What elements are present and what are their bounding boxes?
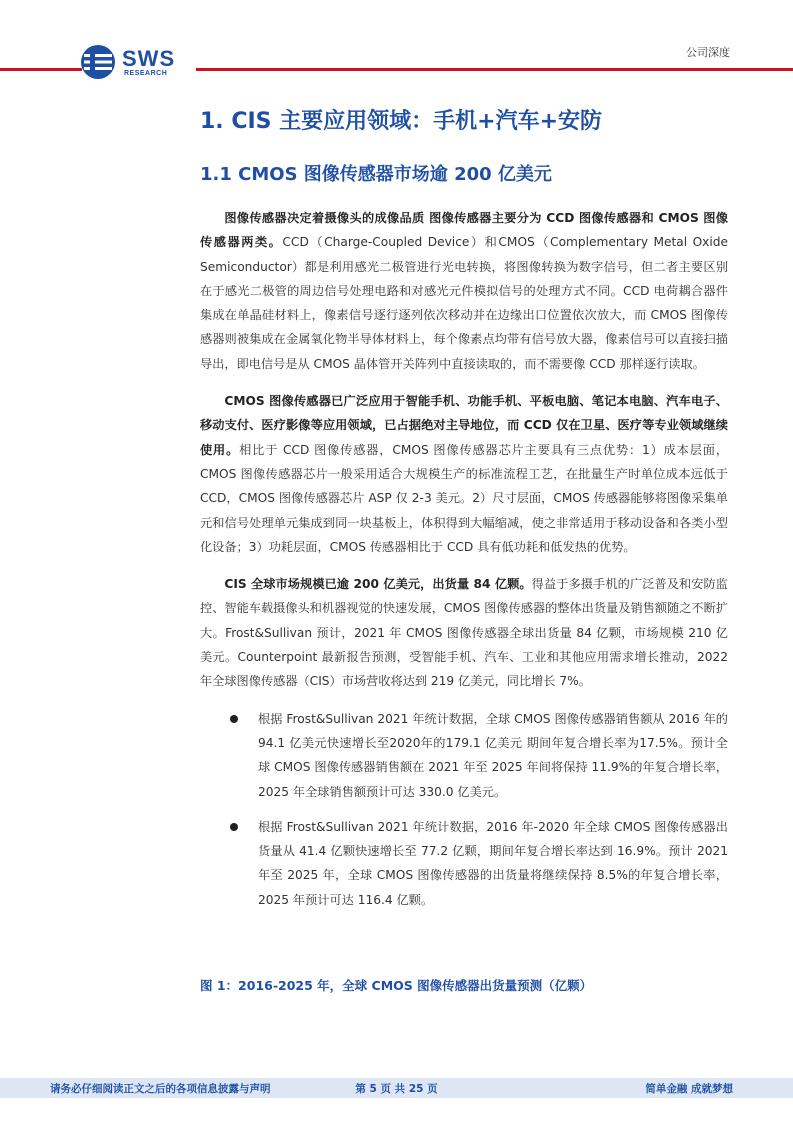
bullet-2-text: 根据 Frost&Sullivan 2021 年统计数据，2016 年-2020 年全球 CMOS 图像传感器出货量从 41.4 亿颗快速增长至 77.2 亿颗，期间年复合增长率达到 16.9%。预计 2021 年至 2025 年，全球 CMOS 图像传感器的出货量将继续保持 8.5%的年复合增长率，2025 年预计可达 116.4 亿颗。 (258, 819, 728, 907)
body-text (200, 206, 728, 923)
footer-disclaimer: 请务必仔细阅读正文之后的各项信息披露与声明 (50, 1083, 271, 1095)
page-header (0, 0, 793, 90)
bullet-dot-icon (230, 715, 238, 723)
bullet-1-text: 根据 Frost&Sullivan 2021 年统计数据，全球 CMOS 图像传感器销售额从 2016 年的94.1 亿美元快速增长至2020年的179.1 亿美元 期间年复合增长率为17.5%。预计全球 CMOS 图像传感器销售额在 2021 年至 2025 年间将保持 11.9%的年复合增长率，2025 年全球销售额预计可达 330.0 亿美元。 (258, 711, 728, 799)
subsection-heading: 1.1 CMOS 图像传感器市场逾 200 亿美元 (200, 164, 552, 185)
paragraph-2 (200, 389, 728, 559)
paragraph-2-lead: CMOS 图像传感器已广泛应用于智能手机、功能手机、平板电脑、笔记本电脑、汽车电子、移动支付、医疗影像等应用领域，已占据绝对主导地位，而 CCD 仅在卫星、医疗等专业领域继续使用。 (200, 394, 728, 457)
bullet-item-2 (200, 815, 728, 912)
header-divider-left (0, 68, 82, 71)
footer-slogan: 简单金融 成就梦想 (645, 1083, 733, 1095)
sws-logo-icon (80, 44, 116, 80)
sws-logo (80, 44, 190, 84)
paragraph-3 (200, 572, 728, 693)
paragraph-1-text: CCD（Charge-Coupled Device）和CMOS（Complementary Metal Oxide Semiconductor）都是利用感光二极管进行光电转换，将图像转换为数字信号，但二者主要区别在于感光二极管的周边信号处理电路和对感光元件模拟信号的处理方式不同。CCD 电荷耦合器件集成在单晶硅材料上，像素信号逐行逐列依次移动并在边缘出口位置依次放大，而 CMOS 图像传感器则被集成在金属氧化物半导体材料上，每个像素点均带有信号放大器，像素信号可以直接扫描导出，即电信号是从 CMOS 晶体管开关阵列中直接读取的，而不需要像 CCD 那样逐行读取。 (200, 235, 728, 371)
bullet-list (200, 707, 728, 912)
bullet-dot-icon (230, 823, 238, 831)
figure-title: 图 1：2016-2025 年，全球 CMOS 图像传感器出货量预测（亿颗） (200, 978, 593, 993)
logo-subtext: RESEARCH (124, 70, 168, 77)
paragraph-3-text: 得益于多摄手机的广泛普及和安防监控、智能车载摄像头和机器视觉的快速发展，CMOS 图像传感器的整体出货量及销售额随之不断扩大。Frost&Sullivan 预计，2021 年 CMOS 图像传感器全球出货量 84 亿颗，市场规模 210 亿美元。Counterpoint 最新报告预测，受智能手机、汽车、工业和其他应用需求增长推动，2022 年全球图像传感器（CIS）市场营收将达到 219 亿美元，同比增长 7%。 (200, 577, 728, 689)
footer-page-number: 第 5 页 共 25 页 (355, 1083, 438, 1095)
paragraph-1 (200, 206, 728, 376)
paragraph-2-text: 相比于 CCD 图像传感器，CMOS 图像传感器芯片主要具有三点优势：1）成本层面，CMOS 图像传感器芯片一般采用适合大规模生产的标准流程工艺，在批量生产时单位成本远低于 CCD，CMOS 图像传感器芯片 ASP 仅 2-3 美元。2）尺寸层面，CMOS 传感器能够将图像采集单元和信号处理单元集成到同一块基板上，体积得到大幅缩减，使之非常适用于移动设备和各类小型化设备；3）功耗层面，CMOS 传感器相比于 CCD 具有低功耗和低发热的优势。 (200, 442, 729, 554)
paragraph-3-lead: CIS 全球市场规模已逾 200 亿美元，出货量 84 亿颗。 (224, 577, 532, 592)
header-divider-right (196, 68, 793, 71)
header-divider (0, 68, 793, 71)
section-heading: 1. CIS 主要应用领域：手机+汽车+安防 (200, 109, 603, 134)
report-type-label: 公司深度 (686, 46, 730, 59)
bullet-item-1 (200, 707, 728, 804)
page-footer (0, 1078, 793, 1098)
logo-text: SWS (122, 46, 176, 71)
paragraph-1-lead: 图像传感器决定着摄像头的成像品质 图像传感器主要分为 CCD 图像传感器和 CMOS 图像传感器两类。 (200, 211, 728, 250)
